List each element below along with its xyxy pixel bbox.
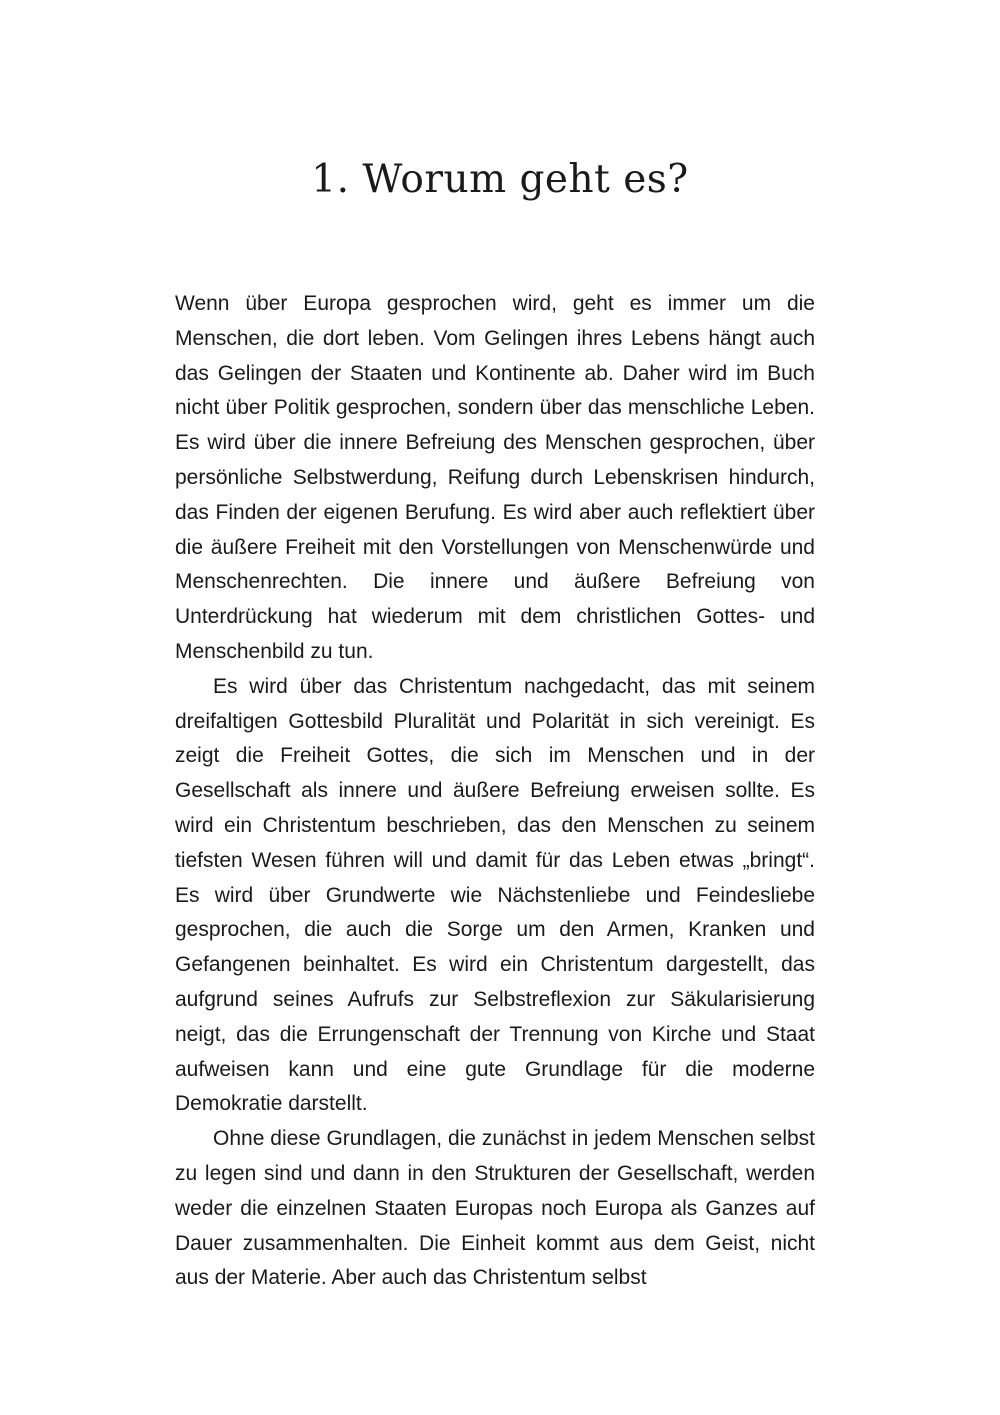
chapter-title: 1. Worum geht es? — [311, 157, 689, 202]
paragraph-1: Wenn über Europa gesprochen wird, geht es immer um die Menschen, die dort leben. Vom Gelingen ihres Lebens hängt auch das Gelingen der Staaten und Kontinente ab. Daher wird im Buch nicht über Politik gesprochen, sondern über das menschliche Leben. Es wird über die innere Befreiung des Menschen gesprochen, über persönliche Selbstwerdung, Reifung durch Lebenskrisen hindurch, das Finden der eigenen Berufung. Es wird aber auch reflektiert über die äußere Freiheit mit den Vorstellungen von Menschenwürde und Menschenrechten. Die innere und äußere Befreiung von Unterdrückung hat wiederum mit dem christlichen Gottes- und Menschenbild zu tun. — [175, 292, 815, 663]
paragraph-3: Ohne diese Grundlagen, die zunächst in jedem Menschen selbst zu legen sind und dann in den Strukturen der Gesellschaft, werden weder die einzelnen Staaten Europas noch Europa als Ganzes auf Dauer zusammenhalten. Die Einheit kommt aus dem Geist, nicht aus der Materie. Aber auch das Christentum selbst — [175, 1127, 815, 1290]
paragraph-2: Es wird über das Christentum nachgedacht, das mit seinem dreifaltigen Gottesbild Pluralität und Polarität in sich vereinigt. Es zeigt die Freiheit Gottes, die sich im Menschen und in der Gesellschaft als innere und äußere Befreiung erweisen sollte. Es wird ein Christentum beschrieben, das den Menschen zu seinem tiefsten Wesen führen will und damit für das Leben etwas „bringt“. Es wird über Grundwerte wie Nächstenliebe und Feindesliebe gesprochen, die auch die Sorge um den Armen, Kranken und Gefangenen beinhaltet. Es wird ein Christentum dargestellt, das aufgrund seines Aufrufs zur Selbstreflexion zur Säkularisierung neigt, das die Errungenschaft der Trennung von Kirche und Staat aufweisen kann und eine gute Grundlage für die moderne Demokratie darstellt. — [175, 674, 815, 1116]
chapter-body — [175, 287, 815, 1296]
